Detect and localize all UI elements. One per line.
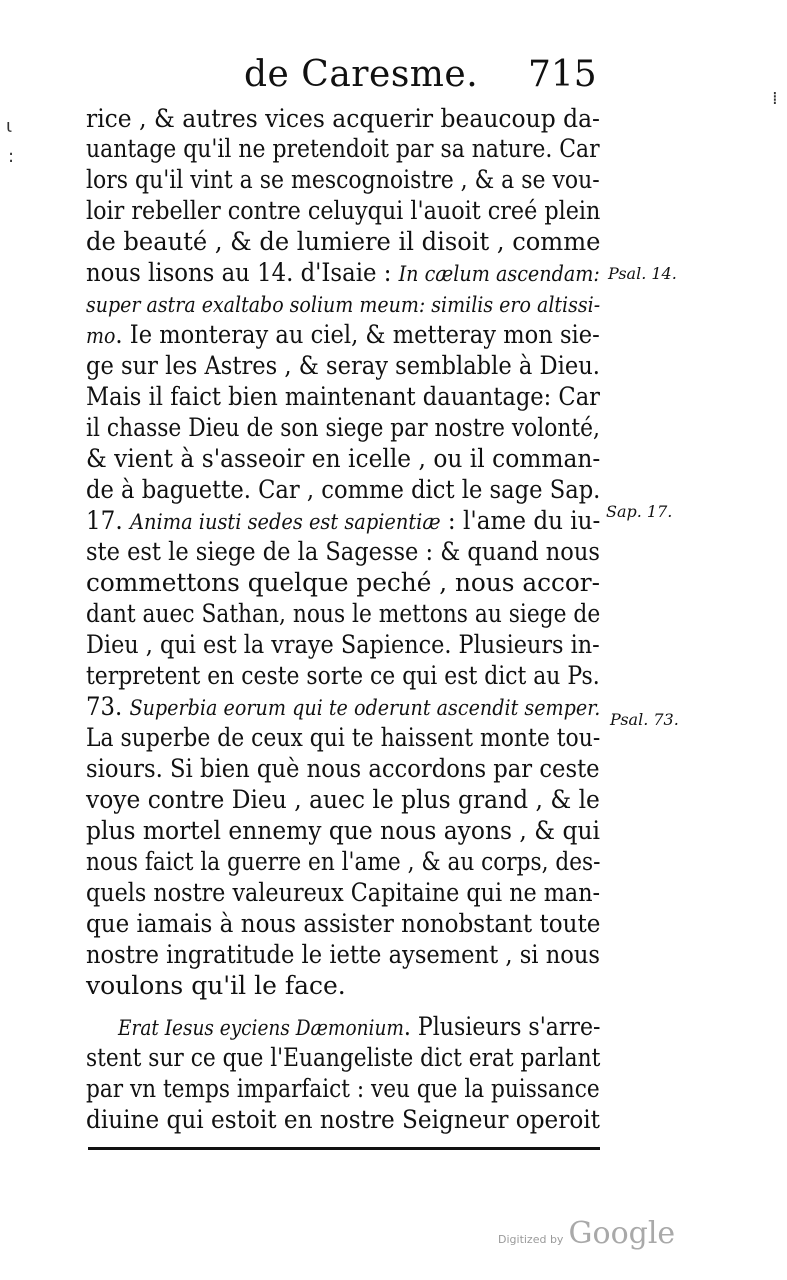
edge-mark: : <box>8 146 15 167</box>
text-line: que iamais à nous assister nonobstant toute <box>86 909 601 938</box>
text-line: Mais il faict bien maintenant dauantage: Car <box>86 382 600 411</box>
text-line: stent sur ce que l'Euangeliste dict erat parlant <box>86 1043 601 1072</box>
edge-mark: ι <box>6 116 13 137</box>
text-line: de beauté , & de lumiere il disoit , comme <box>86 227 601 256</box>
text-line: il chasse Dieu de son siege par nostre volonté, <box>86 413 600 442</box>
digitized-label: Digitized by <box>498 1233 564 1246</box>
text-line: voulons qu'il le face. <box>86 971 346 1000</box>
margin-note: Sap. 17. <box>606 502 673 521</box>
page-number: 715 <box>528 54 597 95</box>
text-line: quels nostre valeureux Capitaine qui ne man- <box>86 878 601 907</box>
text-line: La superbe de ceux qui te haissent monte tou- <box>86 723 601 752</box>
text-line: nostre ingratitude le iette aysement , si nous <box>86 940 600 969</box>
text-line: dant auec Sathan, nous le mettons au siege de <box>86 599 601 628</box>
margin-note: Psal. 73. <box>610 710 679 729</box>
edge-mark: ⁞ <box>772 88 778 109</box>
text-line: mo. Ie monteray au ciel, & metteray mon sie- <box>86 320 600 349</box>
margin-note: Psal. 14. <box>608 264 677 283</box>
text-line: 17. Anima iusti sedes est sapientiæ : l'ame du iu- <box>86 506 601 535</box>
text-line: 73. Superbia eorum qui te oderunt ascendit semper. <box>86 692 601 721</box>
google-logo: Google <box>568 1216 676 1251</box>
text-line: Erat Iesus eyciens Dæmonium. Plusieurs s'arre- <box>118 1012 601 1041</box>
text-line: par vn temps imparfaict : veu que la puissance <box>86 1074 600 1103</box>
text-line: rice , & autres vices acquerir beaucoup da- <box>86 104 600 133</box>
text-line: uantage qu'il ne pretendoit par sa nature. Car <box>86 134 600 163</box>
text-line: loir rebeller contre celuyqui l'auoit creé plein <box>86 196 601 225</box>
text-line: diuine qui estoit en nostre Seigneur operoit <box>86 1105 600 1134</box>
text-line: ge sur les Astres , & seray semblable à Dieu. <box>86 351 600 380</box>
text-line: commettons quelque peché , nous accor- <box>86 568 600 597</box>
text-line: & vient à s'asseoir en icelle , ou il comman- <box>86 444 601 473</box>
text-line: siours. Si bien què nous accordons par ceste <box>86 754 600 783</box>
text-line: nous lisons au 14. d'Isaie : In cælum ascendam: <box>86 258 600 287</box>
text-line: plus mortel ennemy que nous ayons , & qui <box>86 816 600 845</box>
digitized-watermark <box>498 1216 675 1251</box>
text-line: ste est le siege de la Sagesse : & quand nous <box>86 537 600 566</box>
text-line: nous faict la guerre en l'ame , & au corps, des- <box>86 847 601 876</box>
text-line: lors qu'il vint a se mescognoistre , & a se vou- <box>86 165 600 194</box>
running-title: de Caresme. <box>244 54 479 95</box>
text-line: Dieu , qui est la vraye Sapience. Plusieurs in- <box>86 630 600 659</box>
underline-rule <box>88 1147 600 1150</box>
text-line: super astra exaltabo solium meum: similis ero altissi- <box>86 293 601 317</box>
text-line: de à baguette. Car , comme dict le sage Sap. <box>86 475 601 504</box>
text-line: voye contre Dieu , auec le plus grand , & le <box>86 785 600 814</box>
text-line: terpretent en ceste sorte ce qui est dict au Ps. <box>86 661 600 690</box>
